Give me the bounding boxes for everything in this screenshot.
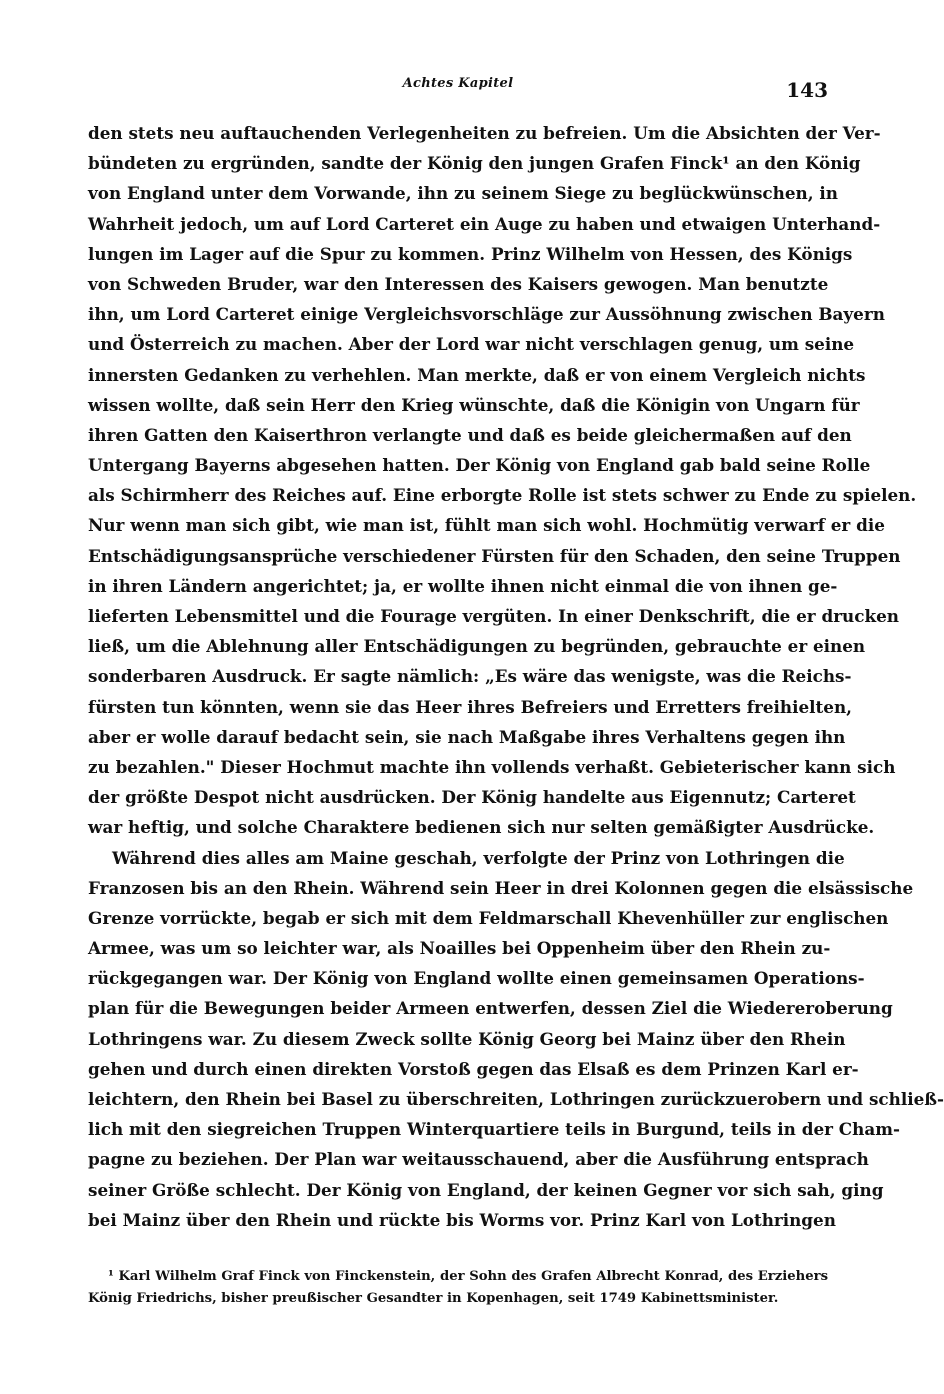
text-line: Wahrheit jedoch, um auf Lord Carteret ein Auge zu haben und etwaigen Unterhand-: [88, 213, 881, 234]
footnote: [88, 1266, 828, 1310]
text-line: und Österreich zu machen. Aber der Lord war nicht verschlagen genug, um seine: [88, 334, 855, 355]
text-line: ließ, um die Ablehnung aller Entschädigungen zu begründen, gebrauchte er einen: [88, 636, 866, 657]
text-line: ihn, um Lord Carteret einige Vergleichsvorschläge zur Aussöhnung zwischen Bayern: [88, 304, 885, 325]
text-line: den stets neu auftauchenden Verlegenheiten zu befreien. Um die Absichten der Ver-: [88, 123, 881, 143]
text-line: bündeten zu ergründen, sandte der König den jungen Grafen Finck¹ an den König: [88, 153, 861, 174]
text-line: bei Mainz über den Rhein und rückte bis Worms vor. Prinz Karl von Lothringen: [88, 1209, 836, 1230]
text-line: pagne zu beziehen. Der Plan war weitausschauend, aber die Ausführung entsprach: [88, 1149, 869, 1170]
text-line: in ihren Ländern angerichtet; ja, er wollte ihnen nicht einmal die von ihnen ge-: [88, 575, 838, 596]
text-line: Entschädigungsansprüche verschiedener Fürsten für den Schaden, den seine Truppen: [88, 545, 901, 566]
text-line: rückgegangen war. Der König von England wollte einen gemeinsamen Operations-: [88, 968, 865, 989]
text-line: Untergang Bayerns abgesehen hatten. Der König von England gab bald seine Rolle: [88, 455, 871, 476]
body-text: [88, 118, 944, 1235]
running-title: Achtes Kapitel: [402, 76, 514, 91]
footnotes: [88, 1266, 828, 1310]
text-line: lich mit den siegreichen Truppen Winterquartiere teils in Burgund, teils in der Cham-: [88, 1119, 900, 1140]
page-header: [88, 76, 828, 102]
text-line: zu bezahlen." Dieser Hochmut machte ihn vollends verhaßt. Gebieterischer kann sich: [88, 756, 896, 777]
text-line: von England unter dem Vorwande, ihn zu seinem Siege zu beglückwünschen, in: [88, 183, 838, 204]
footnote-line: ¹ Karl Wilhelm Graf Finck von Finckenstein, der Sohn des Grafen Albrecht Konrad, des Erziehers: [108, 1269, 828, 1284]
text-line: Franzosen bis an den Rhein. Während sein Heer in drei Kolonnen gegen die elsässische: [88, 877, 914, 898]
text-line: wissen wollte, daß sein Herr den Krieg wünschte, daß die Königin von Ungarn für: [88, 394, 860, 415]
text-line: Armee, was um so leichter war, als Noailles bei Oppenheim über den Rhein zu-: [88, 938, 831, 959]
text-line: ihren Gatten den Kaiserthron verlangte und daß es beide gleichermaßen auf den: [88, 424, 852, 445]
text-line: von Schweden Bruder, war den Interessen des Kaisers gewogen. Man benutzte: [88, 273, 829, 294]
text-line: seiner Größe schlecht. Der König von England, der keinen Gegner vor sich sah, ging: [88, 1179, 884, 1200]
text-line: gehen und durch einen direkten Vorstoß gegen das Elsaß es dem Prinzen Karl er-: [88, 1058, 859, 1079]
text-line: fürsten tun könnten, wenn sie das Heer ihres Befreiers und Erretters freihielten,: [88, 696, 853, 717]
text-line: als Schirmherr des Reiches auf. Eine erborgte Rolle ist stets schwer zu Ende zu spielen.: [88, 485, 917, 506]
text-line: aber er wolle darauf bedacht sein, sie nach Maßgabe ihres Verhaltens gegen ihn: [88, 726, 846, 747]
text-line: innersten Gedanken zu verhehlen. Man merkte, daß er von einem Vergleich nichts: [88, 364, 866, 385]
text-line: sonderbaren Ausdruck. Er sagte nämlich: „Es wäre das wenigste, was die Reichs-: [88, 666, 852, 687]
text-line: war heftig, und solche Charaktere bedienen sich nur selten gemäßigter Ausdrücke.: [88, 817, 875, 838]
footnote-line: König Friedrichs, bisher preußischer Gesandter in Kopenhagen, seit 1749 Kabinettsminister.: [88, 1291, 779, 1306]
text-line: Während dies alles am Maine geschah, verfolgte der Prinz von Lothringen die: [112, 847, 845, 868]
text-line: Lothringens war. Zu diesem Zweck sollte König Georg bei Mainz über den Rhein: [88, 1028, 846, 1049]
text-line: plan für die Bewegungen beider Armeen entwerfen, dessen Ziel die Wiedereroberung: [88, 998, 893, 1019]
text-line: der größte Despot nicht ausdrücken. Der König handelte aus Eigennutz; Carteret: [88, 787, 856, 808]
text-line: Grenze vorrückte, begab er sich mit dem Feldmarschall Khevenhüller zur englischen: [88, 907, 889, 928]
text-line: leichtern, den Rhein bei Basel zu überschreiten, Lothringen zurückzuerobern und schließ-: [88, 1089, 944, 1109]
text-line: lieferten Lebensmittel und die Fourage vergüten. In einer Denkschrift, die er drucken: [88, 606, 899, 626]
text-line: Nur wenn man sich gibt, wie man ist, fühlt man sich wohl. Hochmütig verwarf er die: [88, 515, 885, 536]
paragraph: [88, 118, 917, 843]
page-number: 143: [786, 78, 828, 102]
paragraph: [88, 843, 944, 1235]
text-line: lungen im Lager auf die Spur zu kommen. Prinz Wilhelm von Hessen, des Königs: [88, 243, 853, 264]
